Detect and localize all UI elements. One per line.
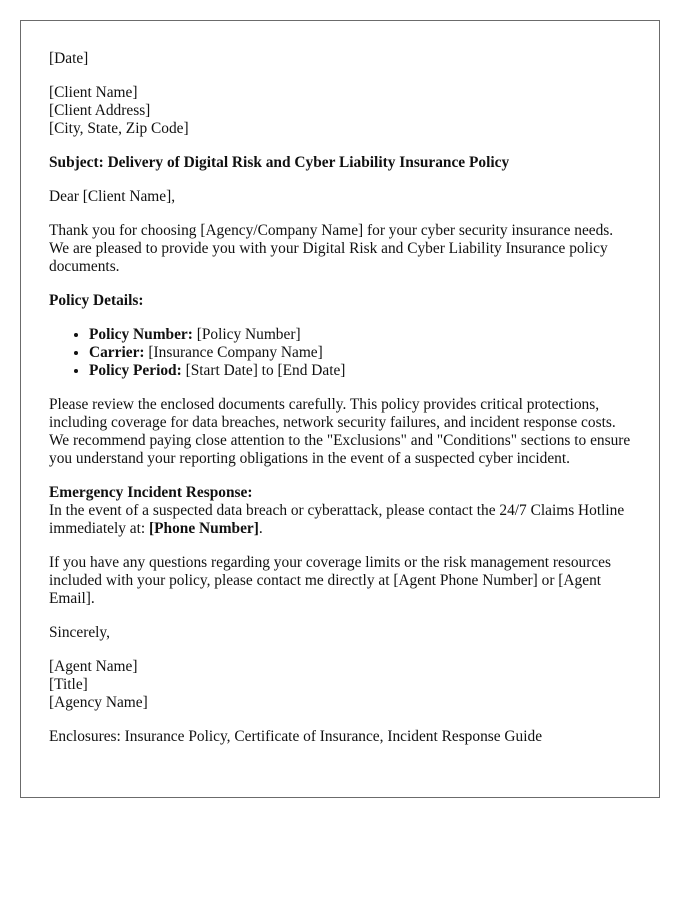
intro-paragraph: Thank you for choosing [Agency/Company Name] for your cyber security insurance needs. We are pleased to provide you with your Digital Risk and Cyber Liability Insurance policy documents. <box>49 222 614 275</box>
questions-paragraph: If you have any questions regarding your coverage limits or the risk management resources included with your policy, please contact me directly at [Agent Phone Number] or [Agent Email]. <box>49 554 612 607</box>
emergency-heading: Emergency Incident Response: <box>49 484 253 501</box>
letter-page <box>20 20 660 798</box>
policy-period-label: Policy Period: <box>89 362 182 379</box>
review-paragraph: Please review the enclosed documents carefully. This policy provides critical protections, including coverage for data breaches, network security failures, and incident response costs. We recommend paying close attention to the "Exclusions" and "Conditions" sections to ensure you understand your reporting obligations in the event of a suspected cyber incident. <box>49 396 631 467</box>
signature-agency: [Agency Name] <box>49 694 148 711</box>
carrier-item <box>89 344 631 362</box>
policy-number-value: [Policy Number] <box>192 326 301 343</box>
policy-period-value: [Start Date] to [End Date] <box>181 362 346 379</box>
policy-details-heading: Policy Details: <box>49 292 144 309</box>
recipient-block <box>49 84 631 138</box>
emergency-end: . <box>258 520 263 537</box>
emergency-phone: [Phone Number] <box>149 520 259 537</box>
closing: Sincerely, <box>49 624 110 641</box>
recipient-address: [Client Address] <box>49 102 151 119</box>
signature-title: [Title] <box>49 676 88 693</box>
carrier-value: [Insurance Company Name] <box>144 344 323 361</box>
signature-name: [Agent Name] <box>49 658 138 675</box>
emergency-text: In the event of a suspected data breach or cyberattack, please contact the 24/7 Claims Hotline immediately at: <box>49 502 625 537</box>
policy-number-label: Policy Number: <box>89 326 193 343</box>
policy-period-item <box>89 362 631 380</box>
enclosures: Enclosures: Insurance Policy, Certificate of Insurance, Incident Response Guide <box>49 728 543 745</box>
salutation: Dear [Client Name], <box>49 188 176 205</box>
policy-details-list <box>49 326 631 380</box>
signature-block <box>49 658 631 712</box>
recipient-city-state-zip: [City, State, Zip Code] <box>49 120 189 137</box>
letter-date: [Date] <box>49 50 89 67</box>
letter-subject: Subject: Delivery of Digital Risk and Cyber Liability Insurance Policy <box>49 154 510 171</box>
recipient-name: [Client Name] <box>49 84 138 101</box>
emergency-block <box>49 484 631 538</box>
carrier-label: Carrier: <box>89 344 145 361</box>
policy-number-item <box>89 326 631 344</box>
